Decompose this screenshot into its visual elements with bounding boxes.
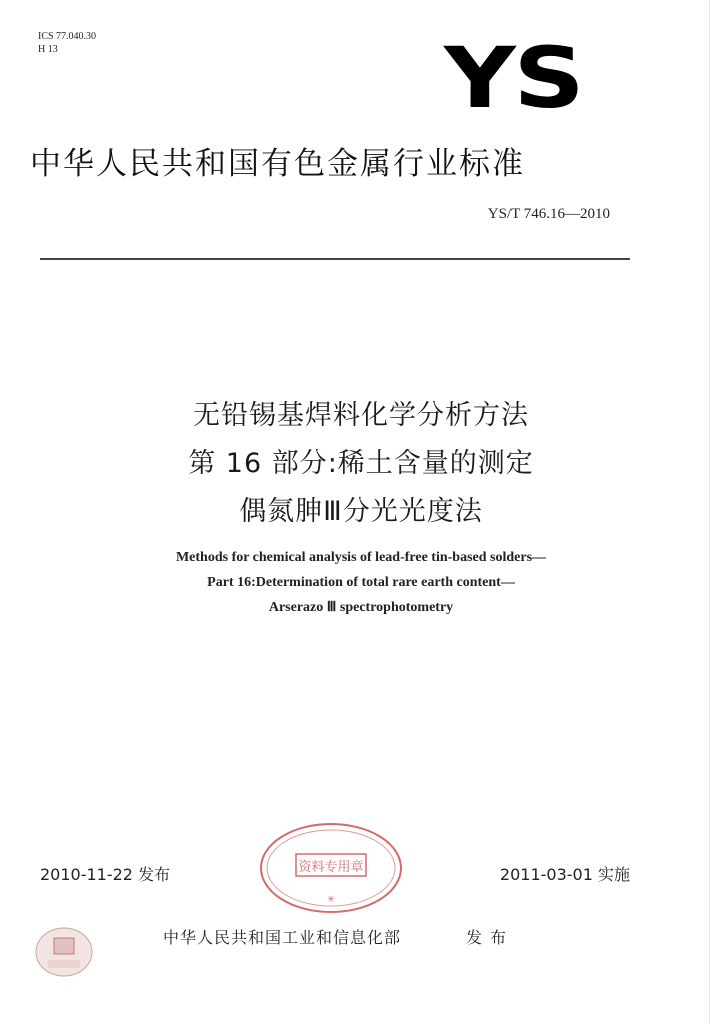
english-title-line-3: Arserazo Ⅲ spectrophotometry <box>268 600 454 615</box>
chinese-title-line-1: 无铅锡基焊料化学分析方法 <box>193 400 529 431</box>
implementation-date: 2011-03-01 实施 <box>499 865 630 884</box>
english-title-line-1: Methods for chemical analysis of lead-free tin-based solders— <box>175 550 547 565</box>
chinese-title <box>0 392 722 536</box>
ys-logo: YS <box>444 29 583 127</box>
english-title <box>0 545 722 620</box>
ccs-code: H 13 <box>38 44 58 55</box>
issue-date: 2010-11-22 发布 <box>40 865 171 884</box>
chinese-title-line-2: 第 16 部分:稀土含量的测定 <box>188 448 534 479</box>
issuing-authority: 中华人民共和国工业和信息化部 <box>163 928 402 947</box>
chinese-title-line-3: 偶氮胂Ⅲ分光光度法 <box>239 496 483 527</box>
english-title-line-2: Part 16:Determination of total rare earth content— <box>207 575 515 590</box>
issue-label: 发布 <box>466 928 515 947</box>
standard-category-title: 中华人民共和国有色金属行业标准 <box>30 146 525 182</box>
header-divider <box>40 258 630 260</box>
anti-counterfeit-hologram-icon <box>34 926 94 978</box>
standard-number: YS/T 746.16—2010 <box>487 206 610 222</box>
svg-text:✳: ✳ <box>327 895 335 905</box>
ics-code: ICS 77.040.30 <box>38 31 97 42</box>
classification-block <box>38 30 96 56</box>
seal-text: 资料专用章 <box>298 860 364 875</box>
seal-stamp <box>256 820 406 916</box>
